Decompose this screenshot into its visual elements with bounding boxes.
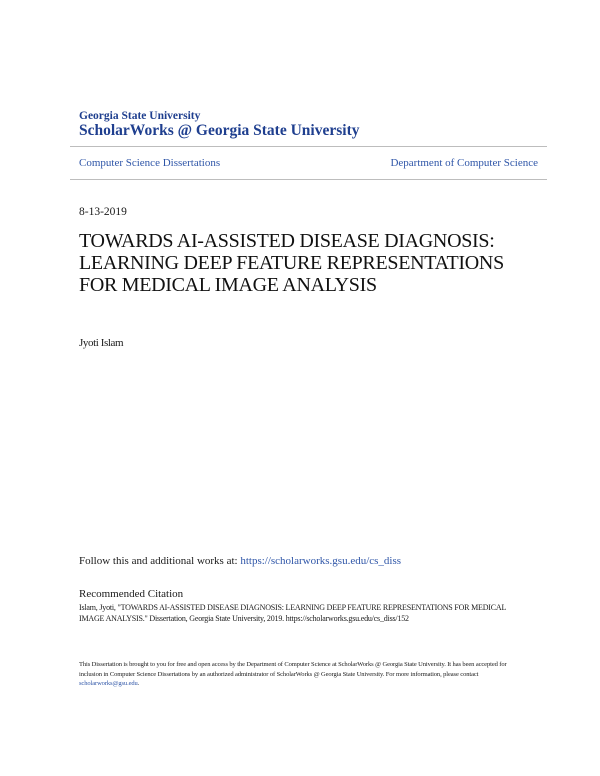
notice-end: . bbox=[137, 680, 140, 687]
department-link[interactable]: Department of Computer Science bbox=[390, 157, 538, 169]
citation-text: Islam, Jyoti, "TOWARDS AI-ASSISTED DISEASE DIAGNOSIS: LEARNING DEEP FEATURE REPRESENTATIONS FOR MEDICAL IMAGE ANALYSIS." Dissertation, Georgia State University, 2019. https://scholarworks.gsu.edu/cs_diss/152 bbox=[79, 603, 506, 623]
recommended-citation-heading: Recommended Citation bbox=[79, 588, 184, 600]
publication-date: 8-13-2019 bbox=[79, 206, 127, 218]
access-notice bbox=[79, 660, 529, 689]
repository-name: ScholarWorks @ Georgia State University bbox=[79, 122, 360, 139]
collection-link[interactable]: https://scholarworks.gsu.edu/cs_diss bbox=[240, 555, 402, 567]
notice-text: This Dissertation is brought to you for free and open access by the Department of Computer Science at ScholarWorks @ Georgia State University. It has been accepted for inclusion in Computer Science Dissertations by an authorized administrator of ScholarWorks @ Georgia State University. For more information, please contact bbox=[79, 661, 507, 678]
follow-text: Follow this and additional works at: bbox=[79, 555, 241, 567]
computer-science-dissertations-link[interactable]: Computer Science Dissertations bbox=[79, 157, 221, 169]
follow-line bbox=[79, 555, 401, 567]
contact-email-link[interactable]: scholarworks@gsu.edu bbox=[79, 680, 138, 687]
document-title: TOWARDS AI-ASSISTED DISEASE DIAGNOSIS: LEARNING DEEP FEATURE REPRESENTATIONS FOR MEDICAL IMAGE ANALYSIS bbox=[79, 230, 504, 296]
university-name: Georgia State University bbox=[79, 110, 201, 122]
author-name: Jyoti Islam bbox=[79, 337, 124, 349]
bottom-divider bbox=[70, 179, 547, 180]
top-divider bbox=[70, 146, 547, 147]
